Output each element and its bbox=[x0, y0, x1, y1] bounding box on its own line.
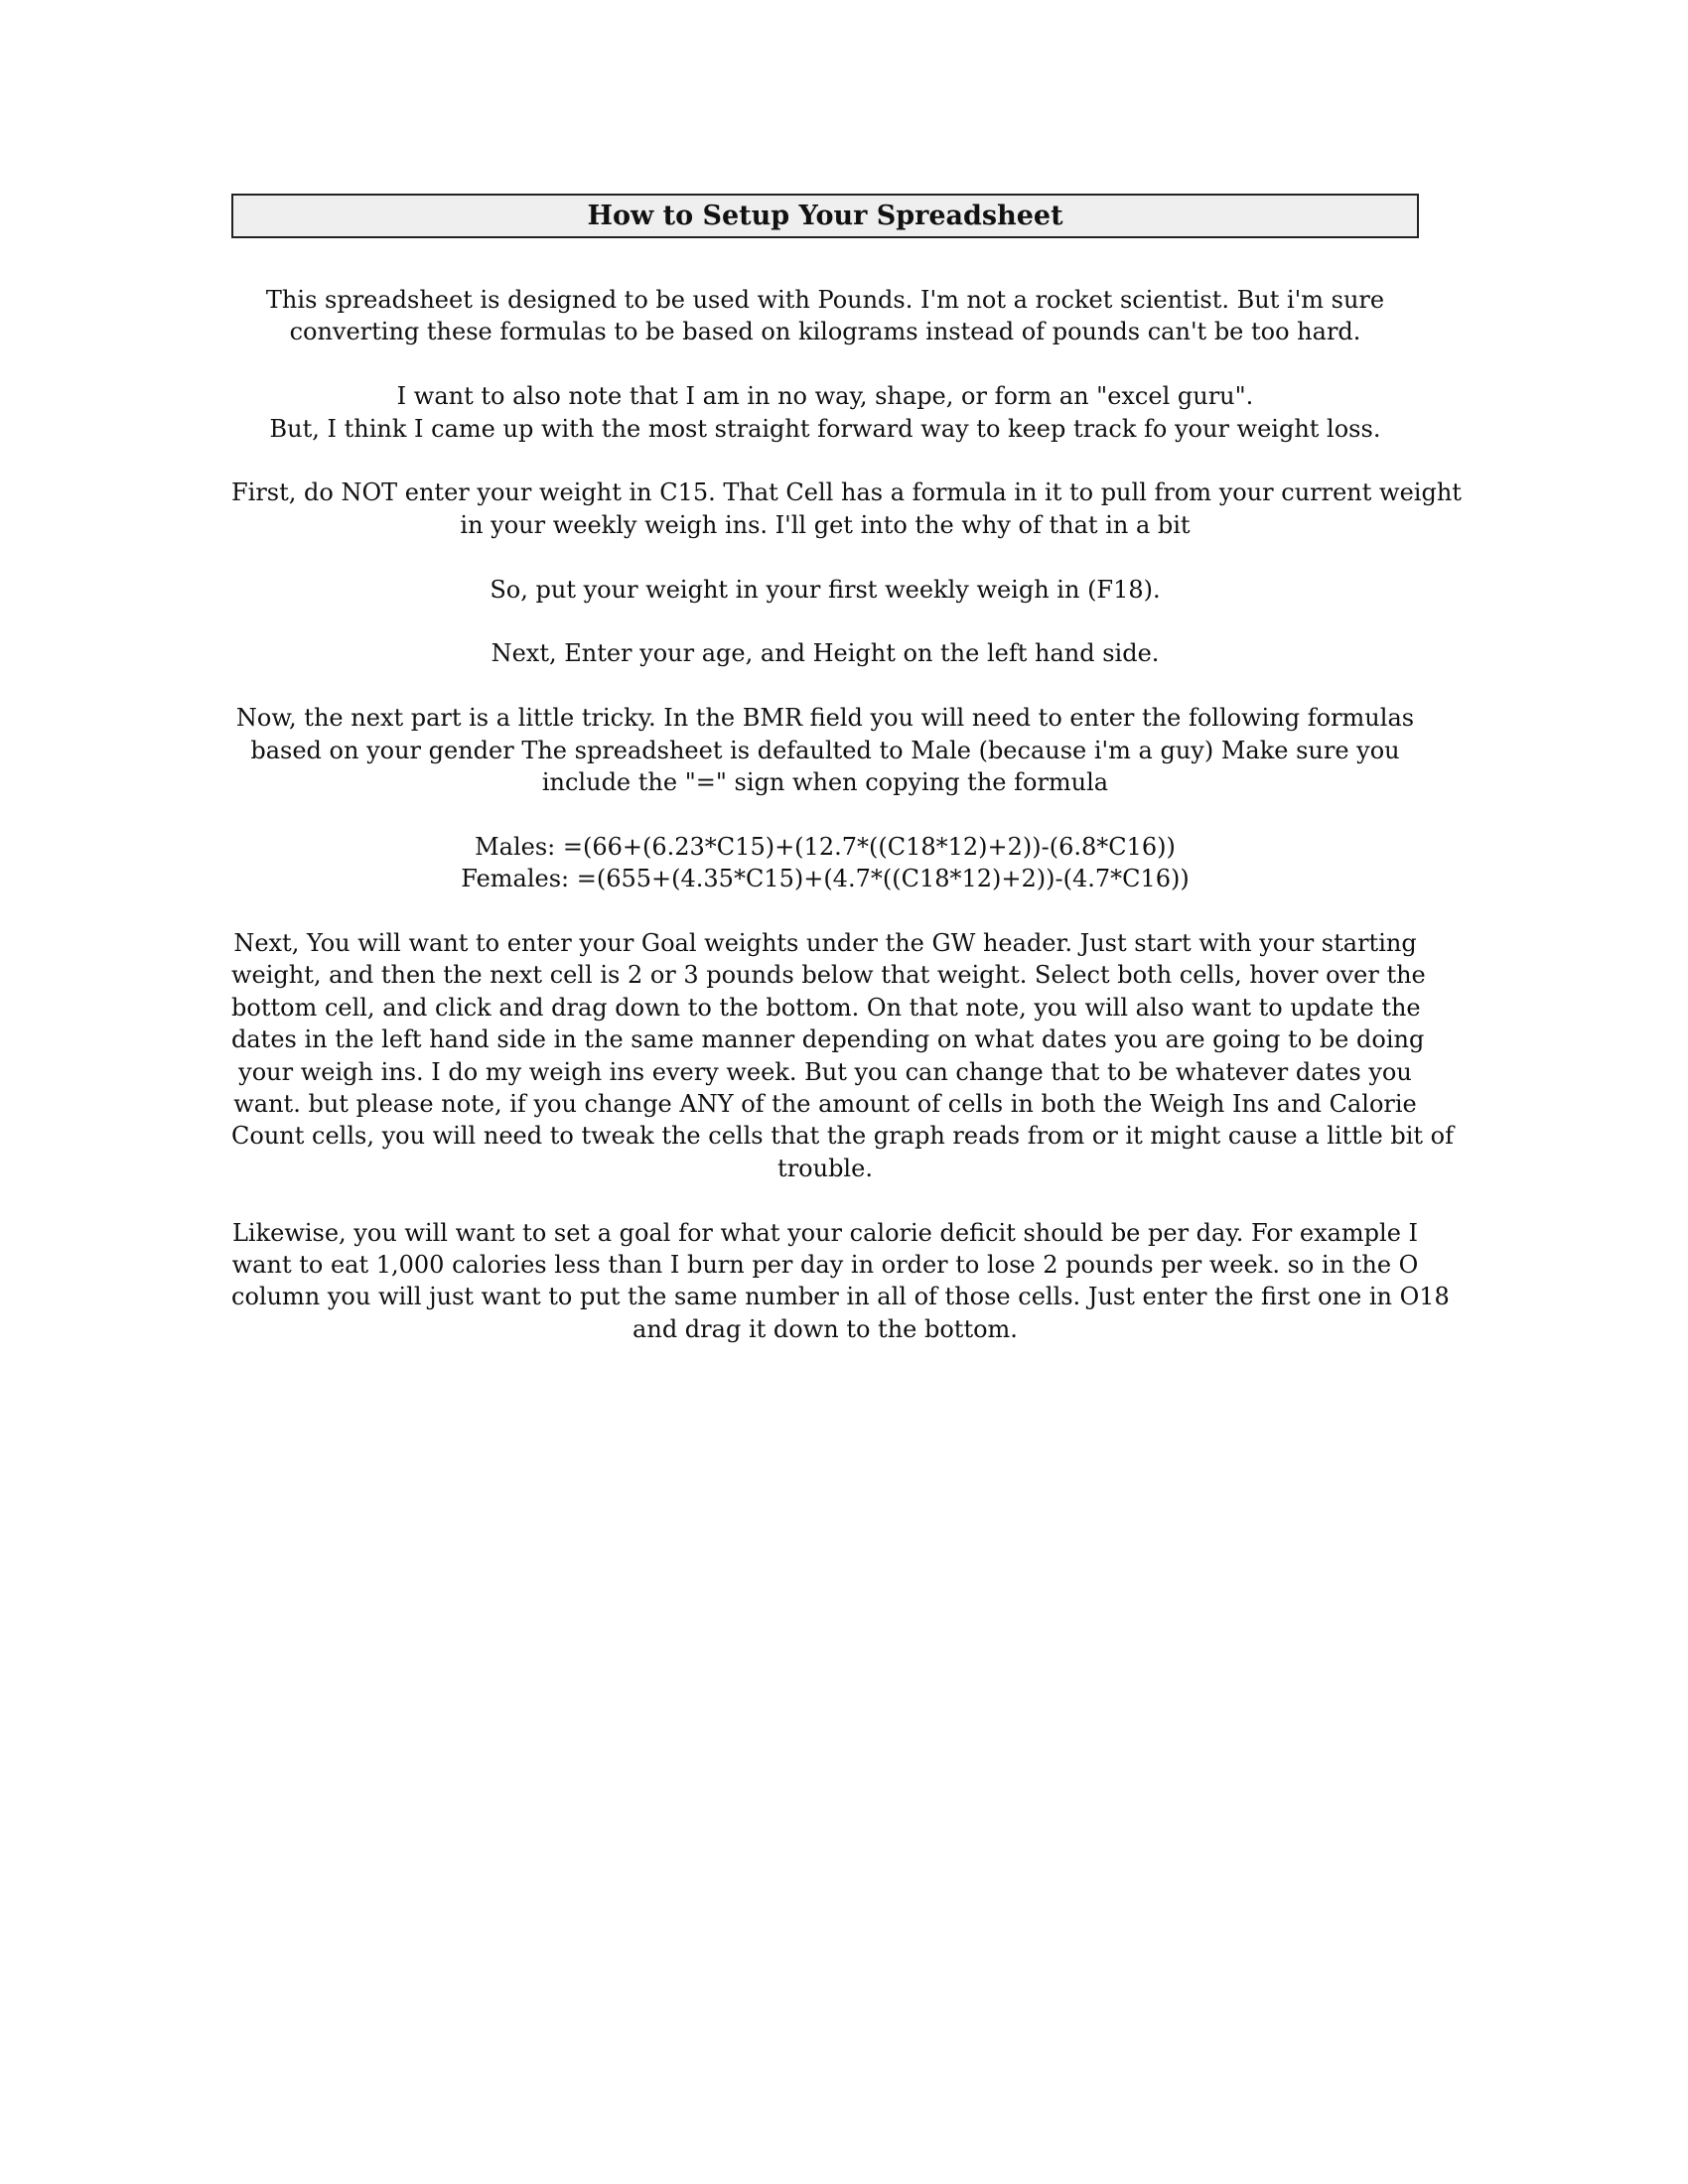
instruction-paragraph bbox=[231, 927, 1454, 1184]
instruction-paragraph bbox=[231, 380, 1419, 445]
instructions-body bbox=[231, 284, 1462, 1345]
page-title: How to Setup Your Spreadsheet bbox=[587, 201, 1063, 231]
paragraph-line: column you will just want to put the same number in all of those cells. Just enter the first one in O18 bbox=[231, 1283, 1450, 1311]
paragraph-line: Next, You will want to enter your Goal weights under the GW header. Just start with your starting bbox=[233, 929, 1417, 958]
instruction-paragraph bbox=[231, 1217, 1450, 1346]
paragraph-line: weight, and then the next cell is 2 or 3 pounds below that weight. Select both cells, hover over the bbox=[231, 961, 1426, 990]
instruction-paragraph bbox=[231, 574, 1419, 606]
paragraph-line: This spreadsheet is designed to be used with Pounds. I'm not a rocket scientist. But i'm sure bbox=[265, 286, 1385, 314]
instruction-paragraph bbox=[231, 831, 1419, 895]
paragraph-line: in your weekly weigh ins. I'll get into the why of that in a bit bbox=[460, 510, 1191, 539]
paragraph-line: But, I think I came up with the most straight forward way to keep track fo your weight loss. bbox=[269, 414, 1381, 443]
paragraph-line: So, put your weight in your first weekly weigh in (F18). bbox=[490, 575, 1161, 604]
paragraph-line: I want to also note that I am in no way, shape, or form an "excel guru". bbox=[396, 382, 1254, 411]
paragraph-line: converting these formulas to be based on kilograms instead of pounds can't be too hard. bbox=[289, 318, 1361, 346]
paragraph-line: want to eat 1,000 calories less than I burn per day in order to lose 2 pounds per week. so in the O bbox=[231, 1251, 1419, 1280]
title-banner bbox=[231, 194, 1419, 238]
paragraph-line: bottom cell, and click and drag down to the bottom. On that note, you will also want to update the bbox=[231, 993, 1421, 1022]
instruction-paragraph bbox=[231, 477, 1462, 541]
paragraph-line: Now, the next part is a little tricky. In the BMR field you will need to enter the following formulas bbox=[235, 704, 1415, 733]
paragraph-line: Males: =(66+(6.23*C15)+(12.7*((C18*12)+2))-(6.8*C16)) bbox=[475, 832, 1176, 861]
instruction-paragraph bbox=[231, 702, 1419, 798]
paragraph-line: your weigh ins. I do my weigh ins every week. But you can change that to be whatever dates you bbox=[238, 1057, 1412, 1086]
paragraph-line: dates in the left hand side in the same manner depending on what dates you are going to be doing bbox=[231, 1025, 1425, 1054]
document-page bbox=[231, 194, 1462, 1378]
paragraph-line: Likewise, you will want to set a goal for what your calorie deficit should be per day. For example I bbox=[231, 1218, 1419, 1247]
paragraph-line: Count cells, you will need to tweak the cells that the graph reads from or it might cause a little bit of bbox=[231, 1122, 1454, 1151]
paragraph-line: Next, Enter your age, and Height on the left hand side. bbox=[491, 639, 1160, 668]
paragraph-line: want. but please note, if you change ANY of the amount of cells in both the Weigh Ins and Calorie bbox=[233, 1090, 1417, 1119]
instruction-paragraph bbox=[231, 284, 1419, 348]
paragraph-line: include the "=" sign when copying the formula bbox=[541, 768, 1109, 797]
paragraph-line: First, do NOT enter your weight in C15. That Cell has a formula in it to pull from your current weight bbox=[231, 478, 1462, 507]
instruction-paragraph bbox=[231, 637, 1419, 669]
paragraph-line: trouble. bbox=[777, 1154, 873, 1182]
paragraph-line: and drag it down to the bottom. bbox=[633, 1314, 1018, 1343]
paragraph-line: based on your gender The spreadsheet is defaulted to Male (because i'm a guy) Make sure you bbox=[250, 736, 1400, 764]
paragraph-line: Females: =(655+(4.35*C15)+(4.7*((C18*12)+2))-(4.7*C16)) bbox=[461, 865, 1190, 893]
